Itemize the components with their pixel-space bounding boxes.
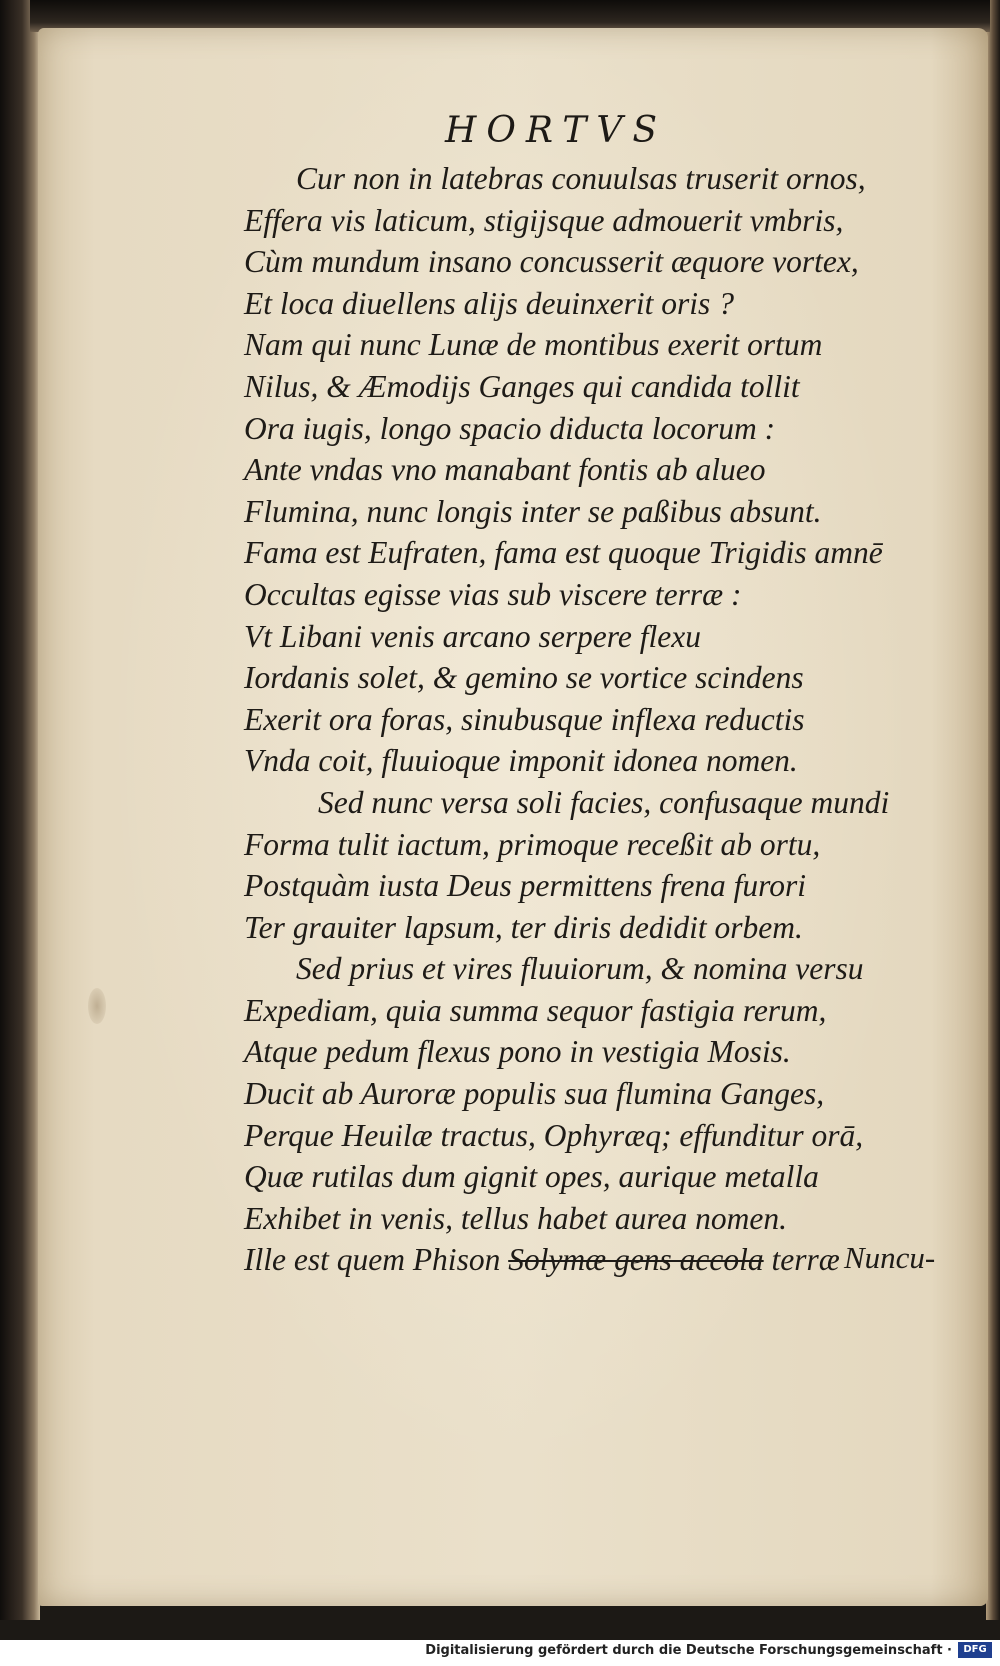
verse-line: Fama est Eufraten, fama est quoque Trigidis amnē [244, 535, 883, 571]
verse-fragment: terræ [763, 1242, 840, 1278]
verse-line: Atque pedum flexus pono in vestigia Mosis. [244, 1034, 791, 1070]
verse-line: Ter grauiter lapsum, ter diris dedidit orbem. [244, 909, 803, 945]
verse-line: Vt Libani venis arcano serpere flexu [244, 618, 701, 654]
book-fore-edge [986, 0, 1000, 1620]
verse-line: Quæ rutilas dum gignit opes, aurique metalla [244, 1159, 819, 1195]
verse-line: Sed prius et vires fluuiorum, & nomina versu [296, 951, 864, 987]
verse-line: Exhibet in venis, tellus habet aurea nomen. [244, 1200, 787, 1236]
verse-fragment: Ille est quem Phison [244, 1242, 509, 1278]
verse-line: Flumina, nunc longis inter se paßibus absunt. [244, 493, 822, 529]
book-page [38, 28, 988, 1606]
verse-line: Effera vis laticum, stigijsque admouerit vmbris, [244, 202, 844, 238]
page-stain [88, 988, 106, 1024]
verse-line: Postquàm iusta Deus permittens frena furori [244, 868, 807, 904]
catchword: Nuncu- [844, 1240, 936, 1275]
verse-line: Cùm mundum insano concusserit æquore vortex, [244, 244, 859, 280]
verse-line: Exerit ora foras, sinubusque inflexa reductis [244, 701, 805, 737]
verse-line: Ducit ab Auroræ populis sua flumina Ganges, [244, 1076, 825, 1112]
verse-block [244, 158, 964, 1281]
verse-line: Ora iugis, longo spacio diducta locorum : [244, 410, 776, 446]
verse-line: Vnda coit, fluuioque imponit idonea nomen. [244, 743, 798, 779]
verse-line: Occultas egisse vias sub viscere terræ : [244, 576, 742, 612]
verse-line: Iordanis solet, & gemino se vortice scindens [244, 660, 804, 696]
verse-line: Forma tulit iactum, primoque receßit ab ortu, [244, 826, 821, 862]
verse-line: Ante vndas vno manabant fontis ab alueo [244, 452, 766, 488]
verse-line: Cur non in latebras conuulsas truserit ornos, [296, 161, 866, 196]
digitization-footer [0, 1640, 1000, 1666]
funding-credit: Digitalisierung gefördert durch die Deutsche Forschungsgemeinschaft · [425, 1643, 952, 1658]
book-spine-edge [0, 0, 40, 1620]
dfg-logo-icon: DFG [958, 1642, 992, 1658]
struck-through-text: Solymæ gens accola [508, 1242, 764, 1278]
verse-line: Et loca diuellens alijs deuinxerit oris ? [244, 285, 734, 321]
verse-line: Perque Heuilæ tractus, Ophyræq; effunditur orā, [244, 1117, 864, 1153]
verse-line: Nilus, & Æmodijs Ganges qui candida tollit [244, 368, 800, 404]
running-head: HORTVS [444, 110, 668, 151]
verse-line: Expediam, quia summa sequor fastigia rerum, [244, 992, 827, 1028]
verse-line: Nam qui nunc Lunæ de montibus exerit ortum [244, 327, 823, 363]
verse-line: Sed nunc versa soli facies, confusaque mundi [318, 784, 890, 820]
